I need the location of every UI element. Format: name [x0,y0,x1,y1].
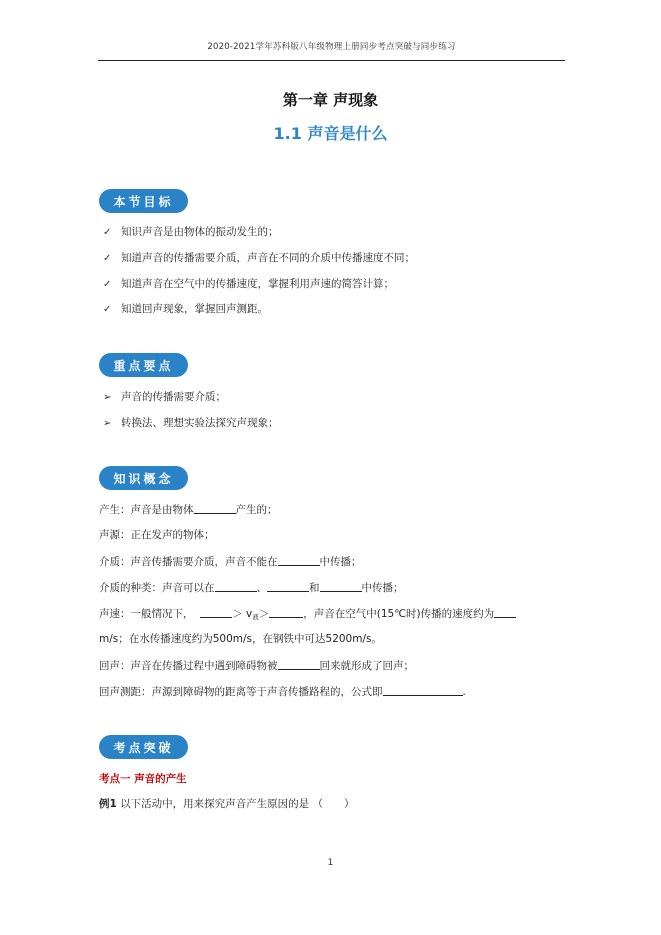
arrow-bullet-icon: ➢ [103,392,112,403]
concept-text: m/s；在水传播速度约为500m/s，在钢铁中可达5200m/s。 [99,633,382,645]
concept-huisheng [99,658,414,673]
goal-item-text: 知道声音在空气中的传播速度，掌握利用声速的简答计算； [121,278,394,290]
concept-chansheng [99,502,278,517]
key-point-text: 声音的传播需要介质； [121,391,226,403]
goal-item [103,302,268,317]
page-number: 1 [327,858,334,868]
concept-text: 介质的种类：声音可以在 [99,582,215,594]
section-title: 1.1 声音是什么 [273,124,388,143]
concept-text: 中传播； [361,582,404,594]
fill-blank [278,554,320,566]
page-header: 2020-2021学年苏科版八年级物理上册同步考点突破与同步练习 [207,42,456,52]
concept-shengsu-cont [99,632,382,646]
concept-text: 回声：声音在传播过程中遇到障碍物被 [99,660,278,672]
goal-item [103,251,415,266]
check-icon: ✓ [103,227,112,238]
fill-blank [278,658,320,670]
goal-item [103,277,394,292]
fill-blank [269,606,303,618]
breakthrough-badge: 考点突破 [99,735,188,759]
concept-text: 回来就形成了回声； [319,660,414,672]
concept-text: 产生的； [235,504,278,516]
concept-jiezhi [99,554,362,569]
check-icon: ✓ [103,279,112,290]
concept-text: 回声测距：声源到障碍物的距离等于声音传播路程的，公式即 [99,686,383,698]
fill-blank [320,580,362,592]
concepts-badge: 知识概念 [99,466,188,490]
concept-text: 声源：正在发声的物体； [99,529,215,541]
concept-text: 、 [256,582,267,594]
concept-text: 中传播； [319,556,362,568]
concept-ceju [99,684,466,699]
concept-text: 和 [309,582,320,594]
fill-blank [194,502,236,514]
fill-blank [200,606,232,618]
section-goals-badge: 本节目标 [99,189,188,213]
concept-text: ，声音在空气中(15℃时)传播的速度约为 [303,608,495,620]
key-point-text: 转换法、理想实验法探究声现象； [121,417,279,429]
example-label: 例1 [99,798,117,810]
header-divider [98,60,565,61]
concept-text: ＞ [258,608,270,620]
concept-text: 声速：一般情况下， [99,608,194,620]
subscript-text: 液 [252,613,259,621]
concept-text: 产生：声音是由物体 [99,504,194,516]
check-icon: ✓ [103,304,112,315]
goal-item-text: 知道回声现象，掌握回声测距。 [121,303,268,315]
fill-blank [494,606,516,618]
key-point-item [103,416,279,431]
check-icon: ✓ [103,253,112,264]
concept-shengyuan [99,528,215,542]
fill-blank [215,580,257,592]
concept-shengsu [99,606,516,624]
fill-blank [267,580,309,592]
chapter-title: 第一章 声现象 [282,91,379,109]
concept-text: 介质：声音传播需要介质，声音不能在 [99,556,278,568]
arrow-bullet-icon: ➢ [103,418,112,429]
example-text: 以下活动中，用来探究声音产生原因的是 （ ） [116,798,355,810]
goal-item-text: 知识声音是由物体的振动发生的； [121,226,279,238]
concept-zhonglei [99,580,404,595]
kaodian-title: 考点一 声音的产生 [99,773,187,785]
example-question [99,797,355,811]
key-point-item [103,390,226,405]
goal-item [103,225,279,240]
concept-text: . [462,686,466,698]
goal-item-text: 知道声音的传播需要介质，声音在不同的介质中传播速度不同； [121,252,415,264]
concept-text: ＞ v [232,608,253,620]
fill-blank [383,684,463,696]
key-points-badge: 重点要点 [99,353,188,377]
